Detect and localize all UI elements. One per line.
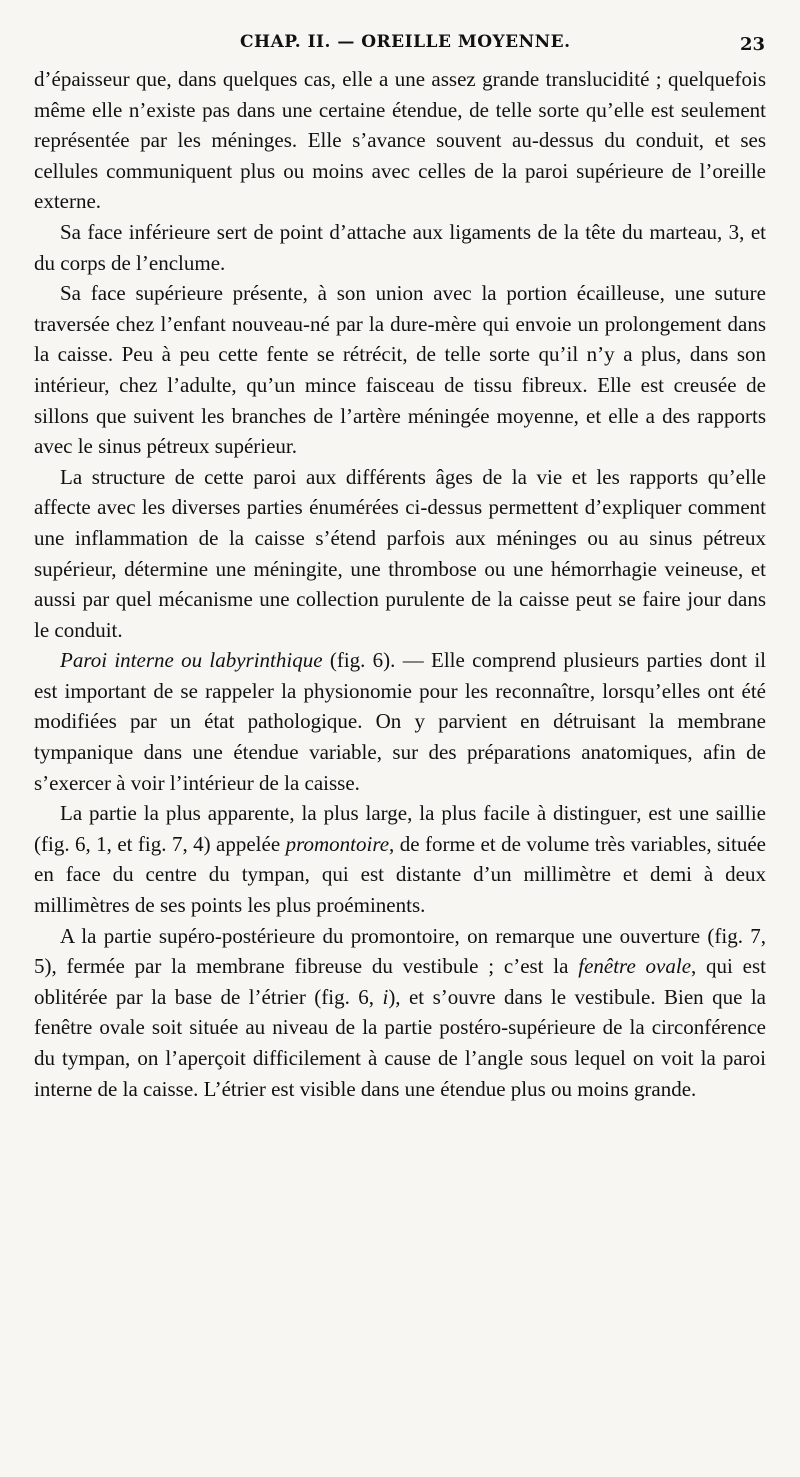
paragraph-5-text: (fig. 6). — Elle comprend plusieurs parties dont il est important de se rappeler la physionomie pour les reconnaître, lorsqu’elles ont été modifiées par un état pathologique. On y parvient en détruisant la membrane tympanique dans une étendue variable, sur des préparations anatomiques, afin de s’exercer à voir l’intérieur de la caisse. [34, 648, 766, 795]
term-promontoire: promontoire [285, 831, 390, 856]
paragraph-7 [34, 921, 766, 1105]
section-title-paroi-interne: Paroi interne ou labyrinthique [60, 648, 323, 673]
paragraph-6 [34, 798, 766, 920]
paragraph-2: Sa face inférieure sert de point d’attache aux ligaments de la tête du marteau, 3, et du corps de l’enclume. [34, 219, 766, 275]
figure-ref-i: i [382, 984, 389, 1009]
paragraph-7-text-c: ), et s’ouvre dans le vestibule. Bien que la fenêtre ovale soit située au niveau de la partie postéro-supérieure de la circonférence du tympan, on l’aperçoit difficilement à cause de l’angle sous lequel on voit la paroi interne de la caisse. L’étrier est visible dans une étendue plus ou moins grande. [34, 984, 766, 1101]
paragraph-3: Sa face supérieure présente, à son union avec la portion écailleuse, une suture traversée chez l’enfant nouveau-né par la dure-mère qui envoie un prolongement dans la caisse. Peu à peu cette fente se rétrécit, de telle sorte qu’il n’y a plus, dans son intérieur, chez l’adulte, qu’un mince faisceau de tissu fibreux. Elle est creusée de sillons que suivent les branches de l’artère méningée moyenne, et elle a des rapports avec le sinus pétreux supérieur. [34, 281, 766, 459]
page-number: 23 [740, 34, 766, 55]
paragraph-5 [34, 645, 766, 798]
paragraph-4: La structure de cette paroi aux différents âges de la vie et les rapports qu’elle affecte avec les diverses parties énumérées ci-dessus permettent d’expliquer comment une inflammation de la caisse s’étend parfois aux méninges ou au sinus pétreux supérieur, détermine une méningite, une thrombose ou une hémorrhagie veineuse, et aussi par quel mécanisme une collection purulente de la caisse peut se faire jour dans le conduit. [34, 464, 766, 642]
term-fenetre-ovale: fenêtre ovale [578, 954, 692, 979]
paragraph-6-text-a: La partie la plus apparente, la plus large, la plus facile à distinguer, est une saillie (fig. 6, 1, et fig. 7, 4) appelée [34, 801, 766, 856]
paragraph-6-text-b: , de forme et de volume très variables, située en face du centre du tympan, qui est distante d’un millimètre et demi à deux millimètres de ses points les plus proéminents. [34, 831, 766, 918]
page-header [0, 28, 800, 58]
paragraph-1: d’épaisseur que, dans quelques cas, elle a une assez grande translucidité ; quelquefois même elle n’existe pas dans une certaine étendue, de telle sorte qu’elle est seulement représentée par les méninges. Elle s’avance souvent au-dessus du conduit, et ses cellules communiquent plus ou moins avec celles de la paroi supérieure de l’oreille externe. [34, 67, 766, 214]
running-head: CHAP. II. — OREILLE MOYENNE. [240, 32, 571, 52]
paragraph-7-text-b: , qui est oblitérée par la base de l’étrier (fig. 6, [34, 954, 766, 1009]
body-text [34, 64, 766, 1104]
paragraph-7-text-a: A la partie supéro-postérieure du promontoire, on remarque une ouverture (fig. 7, 5), fermée par la membrane fibreuse du vestibule ; c’est la [34, 923, 766, 979]
